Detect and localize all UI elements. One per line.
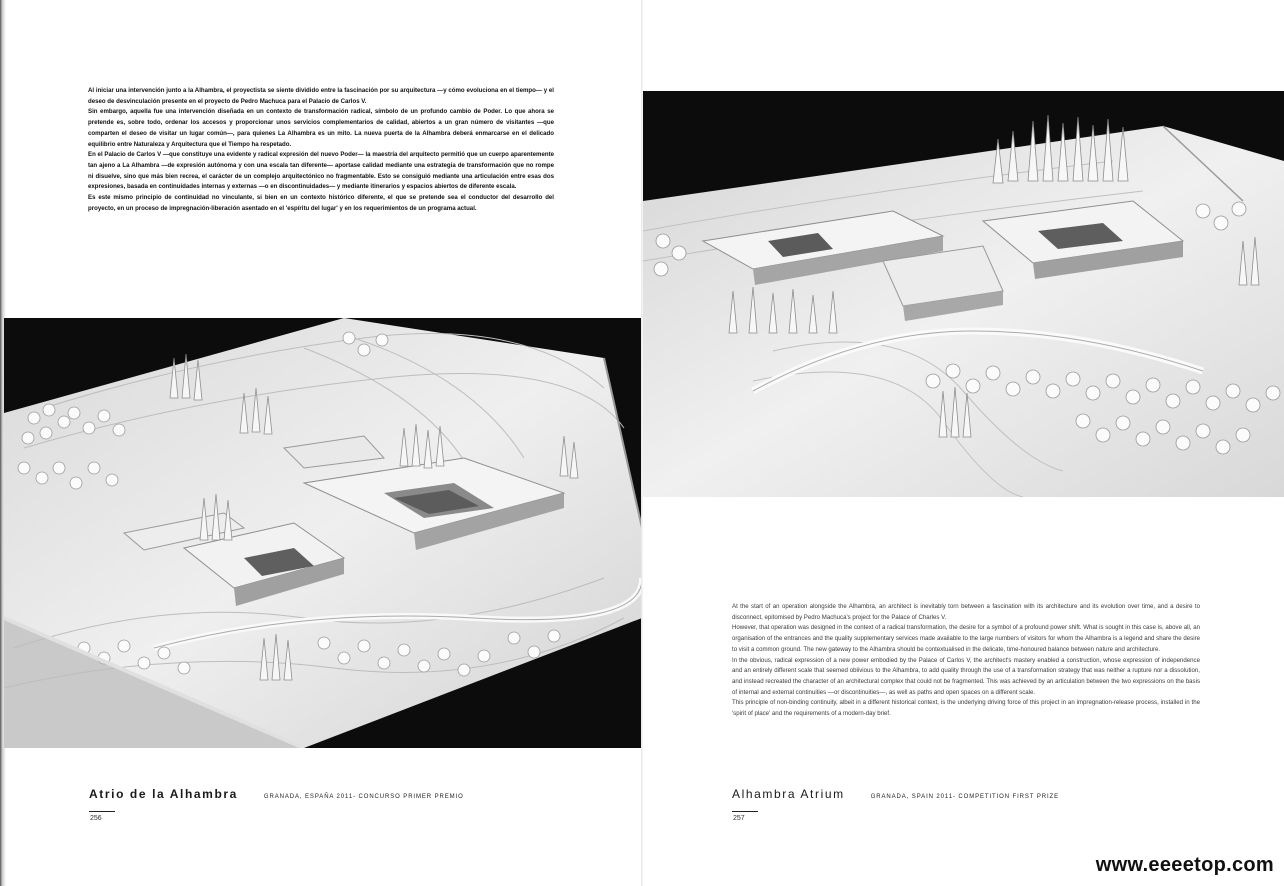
english-body-text <box>732 602 1200 720</box>
body-paragraph: At the start of an operation alongside the Alhambra, an architect is inevitably torn between a fascination with its architecture and its evolution over time, and a desire to disconnect, epitomised by Pedro Machuca's project for the Palace of Charles V. <box>732 603 1200 621</box>
project-subtitle: GRANADA, SPAIN 2011- COMPETITION FIRST PRIZE <box>870 794 1059 800</box>
project-title-row <box>89 787 464 801</box>
body-paragraph: Al iniciar una intervención junto a la Alhambra, el proyectista se siente dividido entre la fascinación por su arquitectura —y cómo evoluciona en el tiempo— y el deseo de desvinculación presente en el proyecto de Pedro Machuca para el Palacio de Carlos V. <box>88 87 554 105</box>
spanish-body-text <box>88 86 554 214</box>
model-photo-detail-view <box>643 91 1284 497</box>
body-paragraph: In the obvious, radical expression of a new power embodied by the Palace of Carlos V, the architect's mastery enabled a construction, whose expression of independence and an entirely different scale that seemed oblivious to the Alhambra, to add quality through the use of a transformation strategy that was neither a rupture nor a dissolution, and instead recreated the character of an architectural complex that could not be fragmented. This was achieved by an articulation between the two expressions on the basis of internal and external continuities —or discontinuities—, as well as paths and open spaces on a different scale. <box>732 656 1200 696</box>
architectural-model-illustration <box>4 318 642 748</box>
body-paragraph: This principle of non-binding continuity, albeit in a different historical context, is the underlying driving force of this project in an impregnation-release process, installed in the 'spirit of place' and the requirements of a modern-day brief. <box>732 699 1200 718</box>
body-paragraph: En el Palacio de Carlos V —que constituye una evidente y radical expresión del nuevo Poder— la maestría del arquitecto permitió que un cuerpo aparentemente tan ajeno a La Alhambra —de expresión autónoma y con una escala tan diferente— aportase calidad mediante una estrategia de transformación que no rompe ni disuelve, sino que más bien recrea, el carácter de un complejo arquitectónico no fragmentable. Esto se consiguió mediante una articulación entre esas dos expresiones, basada en continuidades internas y externas —o en discontinuidades— y mediante itinerarios y espacios abiertos de diferente escala. <box>88 151 554 191</box>
project-title: Atrio de la Alhambra <box>89 787 238 801</box>
architectural-model-illustration <box>643 91 1284 497</box>
body-paragraph: However, that operation was designed in the context of a radical transformation, the desire for a symbol of a profound power shift. What is sought in this case is, above all, an organisation of the entrances and the quality supplementary services made available to the large numbers of visitors for whom the Alhambra is a legend and share the desire to visit a common ground. The new gateway to the Alhambra should be contextualised in the delicate, time-honoured balance between nature and architecture. <box>732 624 1200 653</box>
project-title-row <box>732 787 1059 801</box>
model-photo-aerial-view <box>4 318 642 748</box>
site-watermark: www.eeeetop.com <box>1095 854 1274 876</box>
page-number-rule <box>89 811 115 812</box>
body-paragraph: Es este mismo principio de continuidad no vinculante, si bien en un contexto histórico diferente, el que se pretende sea el conductor del desarrollo del proyecto, en un proceso de impregnación-liberación asentado en el 'espíritu del lugar' y en los requerimientos de un programa actual. <box>88 194 554 212</box>
right-page <box>642 0 1284 886</box>
page-number-rule <box>732 811 758 812</box>
project-title: Alhambra Atrium <box>732 787 845 801</box>
page-number: 257 <box>733 815 745 822</box>
body-paragraph: Sin embargo, aquella fue una intervención diseñada en un contexto de transformación radical, símbolo de un profundo cambio de Poder. Lo que ahora se pretende es, sobre todo, ordenar los accesos y proporcionar unos servicios complementarios de calidad, abiertos a un gran número de visitantes —que comparten el deseo de visitar un lugar común—, para quienes La Alhambra es un mito. La nueva puerta de la Alhambra deberá enmarcarse en el delicado equilibrio entre Naturaleza y Arquitectura que el Tiempo ha respetado. <box>88 108 554 148</box>
page-number: 256 <box>90 815 102 822</box>
project-subtitle: GRANADA, ESPAÑA 2011- CONCURSO PRIMER PREMIO <box>263 794 464 800</box>
